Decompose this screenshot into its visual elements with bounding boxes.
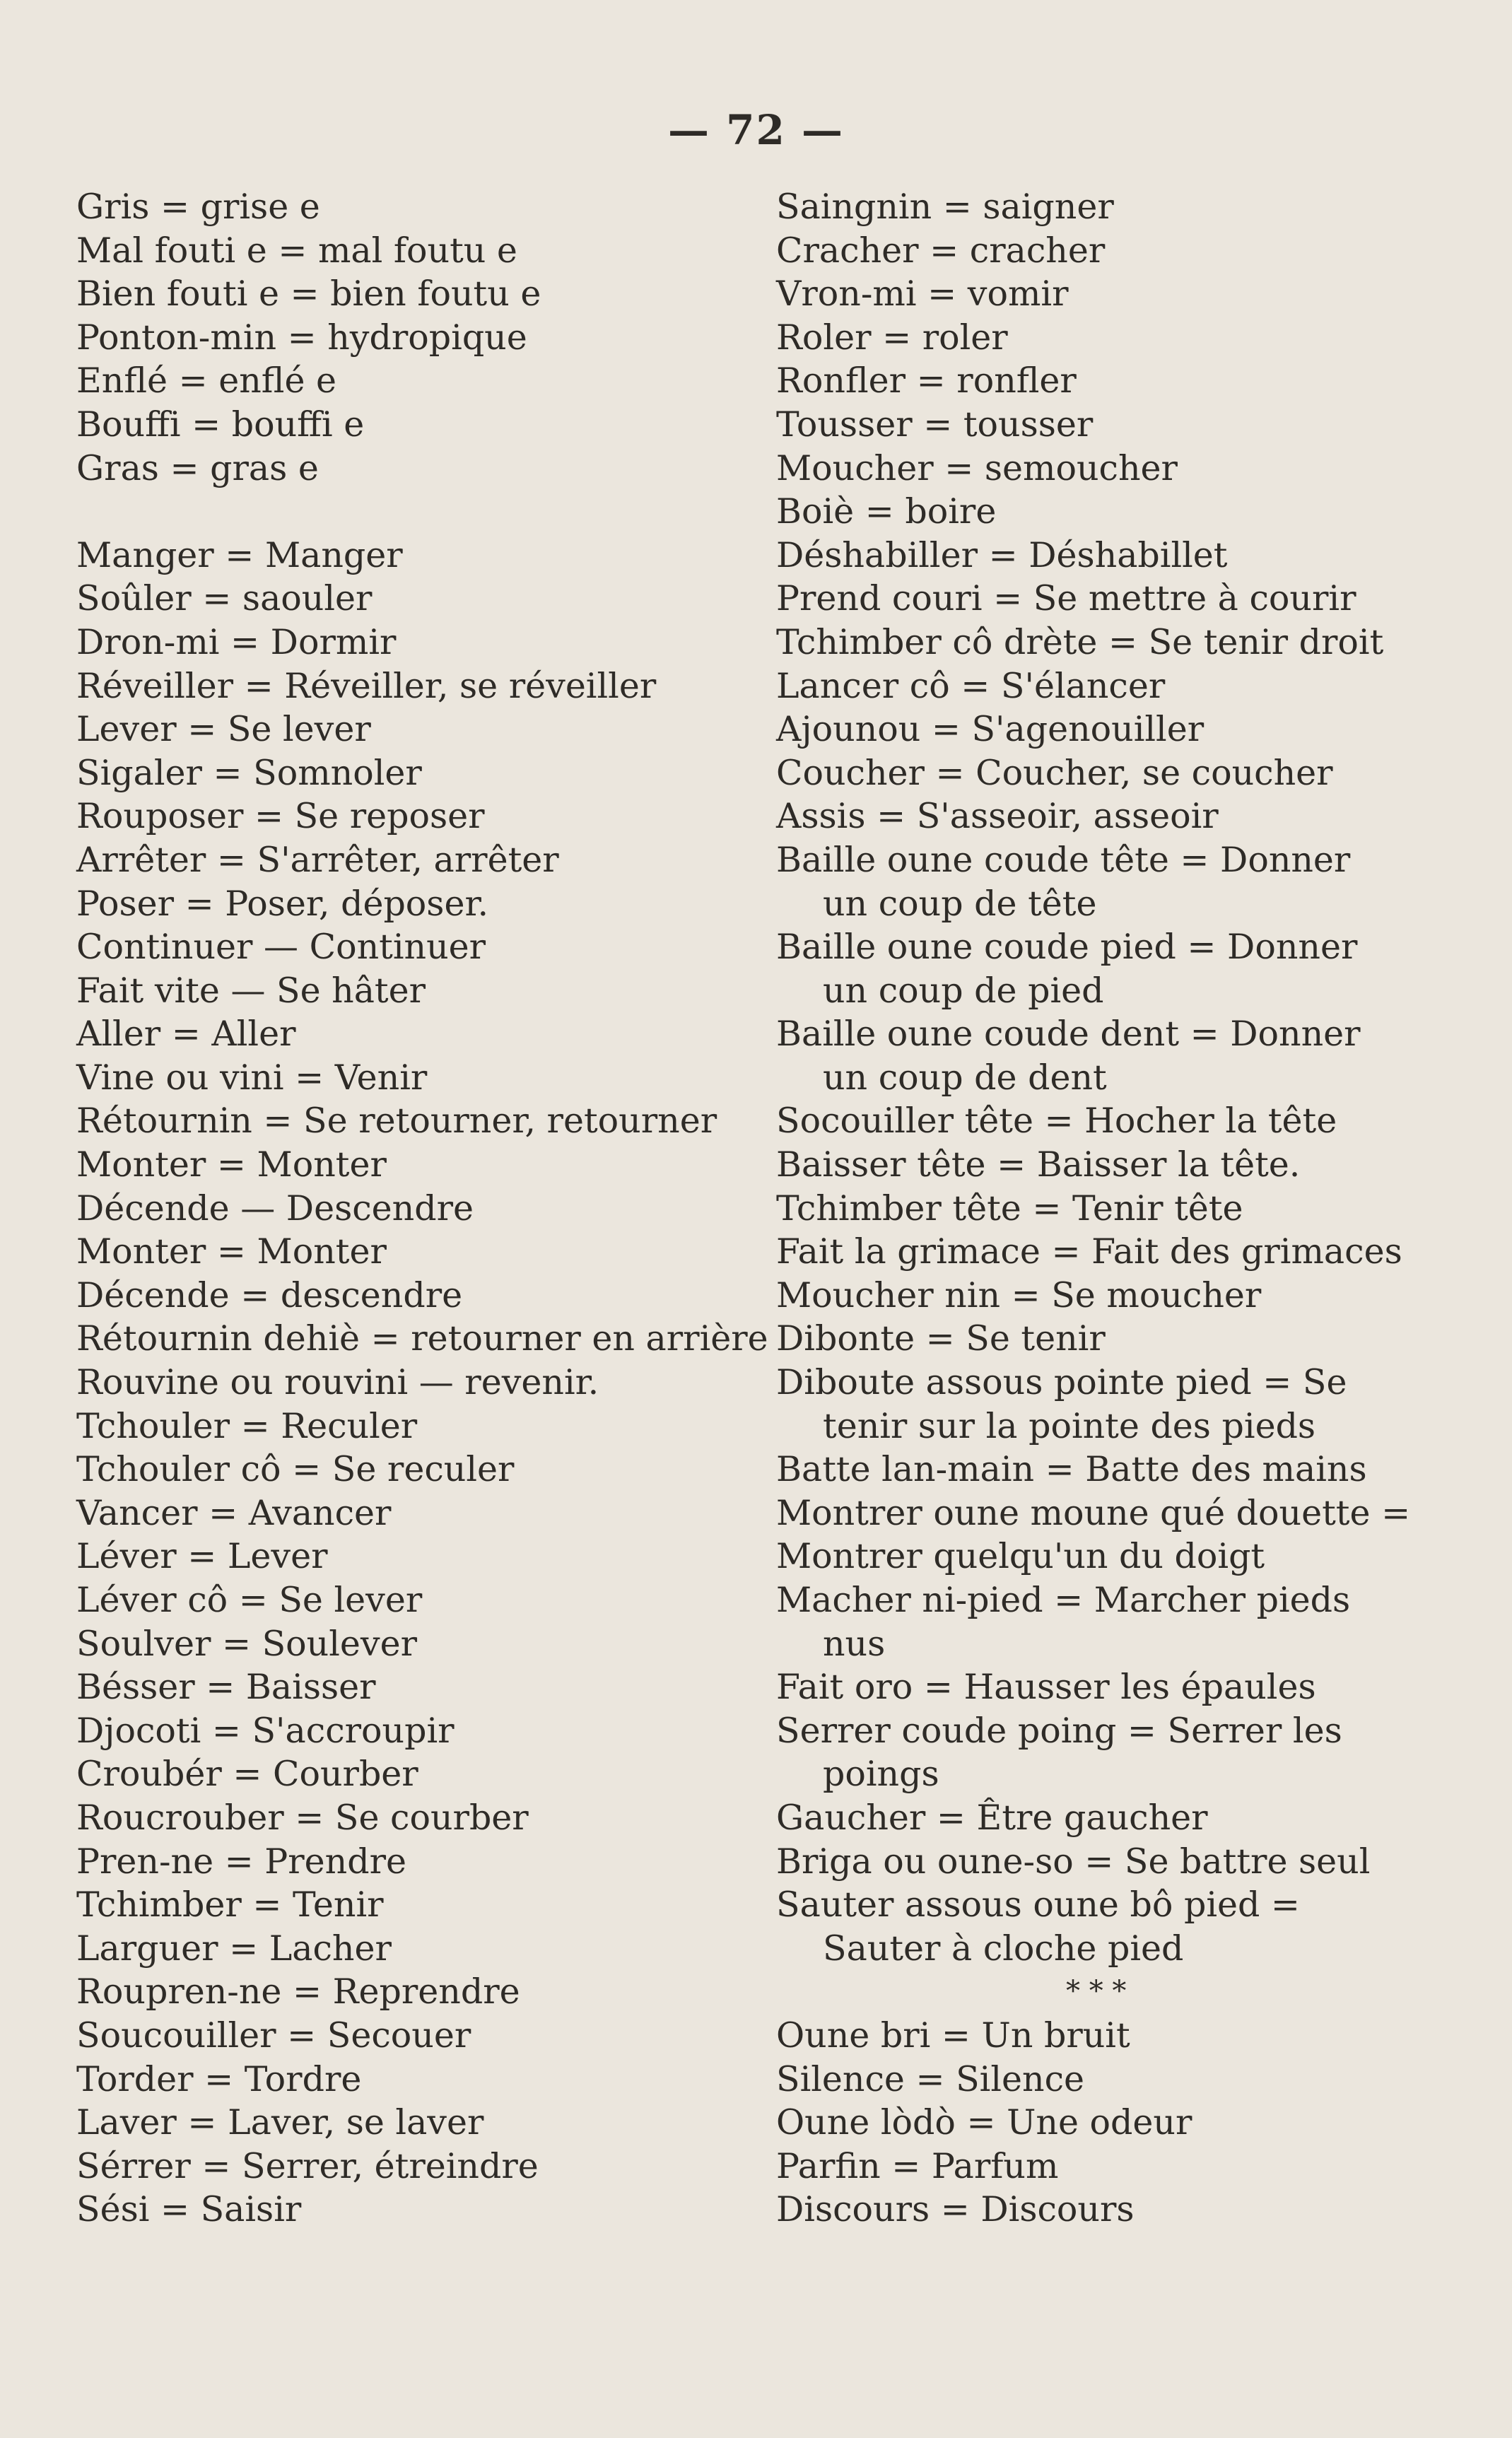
list-item: Macher ni-pied = Marcher pieds bbox=[776, 1580, 1351, 1620]
list-item: Sigaler = Somnoler bbox=[76, 752, 422, 793]
list-item: Torder = Tordre bbox=[76, 2058, 362, 2099]
list-item: Fait la grimace = Fait des grimaces bbox=[776, 1231, 1402, 1272]
list-item: Aller = Aller bbox=[76, 1014, 296, 1055]
list-item: Bouffi = bouffi e bbox=[76, 404, 365, 445]
list-item: Décende = descendre bbox=[76, 1274, 463, 1315]
list-item: Oune lòdò = Une odeur bbox=[776, 2102, 1192, 2143]
list-item: Oune bri = Un bruit bbox=[776, 2015, 1130, 2056]
list-item: Laver = Laver, se laver bbox=[76, 2102, 484, 2143]
list-item: Baille oune coude pied = Donner bbox=[776, 927, 1358, 968]
list-item: Lancer cô = S'élancer bbox=[776, 665, 1166, 706]
list-item: Monter = Monter bbox=[76, 1231, 387, 1272]
list-item: Léver = Lever bbox=[76, 1536, 328, 1577]
list-item: Rétournin dehiè = retourner en arrière bbox=[76, 1318, 768, 1359]
list-item: Socouiller tête = Hocher la tête bbox=[776, 1101, 1337, 1142]
list-item: Tousser = tousser bbox=[776, 404, 1094, 445]
list-item: Tchimber = Tenir bbox=[76, 1885, 384, 1926]
list-item: Lever = Se lever bbox=[76, 709, 371, 750]
list-item: Gris = grise e bbox=[76, 187, 320, 227]
list-item: Rouvine ou rouvini — revenir. bbox=[76, 1362, 599, 1403]
list-item: Gras = gras e bbox=[76, 447, 319, 488]
list-item: Roucrouber = Se courber bbox=[76, 1797, 529, 1838]
section-separator: * * * bbox=[1066, 1975, 1127, 2008]
list-item: Monter = Monter bbox=[76, 1144, 387, 1185]
list-item: Dibonte = Se tenir bbox=[776, 1318, 1106, 1359]
list-item-continuation: un coup de pied bbox=[823, 970, 1104, 1011]
list-item: Briga ou oune-so = Se battre seul bbox=[776, 1841, 1371, 1882]
list-item: Tchouler cô = Se reculer bbox=[76, 1449, 515, 1490]
list-item: Baille oune coude tête = Donner bbox=[776, 839, 1351, 880]
list-item-continuation: un coup de tête bbox=[823, 883, 1097, 924]
list-item: Enflé = enflé e bbox=[76, 361, 337, 402]
list-item: Soulver = Soulever bbox=[76, 1623, 418, 1664]
right-column bbox=[776, 185, 1483, 2232]
list-item: Réveiller = Réveiller, se réveiller bbox=[76, 665, 657, 706]
list-item: Mal fouti e = mal foutu e bbox=[76, 230, 517, 271]
list-item: Prend couri = Se mettre à courir bbox=[776, 578, 1356, 619]
list-item: Larguer = Lacher bbox=[76, 1928, 392, 1969]
list-item: Vancer = Avancer bbox=[76, 1492, 392, 1533]
list-item: Roler = roler bbox=[776, 317, 1008, 358]
list-item: Poser = Poser, déposer. bbox=[76, 883, 489, 924]
list-item: Continuer — Continuer bbox=[76, 927, 486, 968]
list-item: Décende — Descendre bbox=[76, 1188, 474, 1229]
page-number: — 72 — bbox=[667, 106, 845, 154]
list-item: Sauter assous oune bô pied = bbox=[776, 1885, 1300, 1926]
list-item: Tchouler = Reculer bbox=[76, 1405, 418, 1446]
blank-line bbox=[76, 490, 776, 534]
list-item: Sérrer = Serrer, étreindre bbox=[76, 2145, 539, 2186]
list-item: Pren-ne = Prendre bbox=[76, 1841, 407, 1882]
list-item: Fait vite — Se hâter bbox=[76, 970, 426, 1011]
list-item: Manger = Manger bbox=[76, 534, 403, 575]
list-item: Assis = S'asseoir, asseoir bbox=[776, 796, 1219, 837]
list-item: Soûler = saouler bbox=[76, 578, 373, 619]
list-item-continuation: Sauter à cloche pied bbox=[823, 1928, 1184, 1969]
list-item: Bien fouti e = bien foutu e bbox=[76, 274, 541, 315]
list-item: Batte lan-main = Batte des mains bbox=[776, 1449, 1367, 1490]
list-item-continuation: poings bbox=[823, 1754, 939, 1795]
list-item: Dron-mi = Dormir bbox=[76, 621, 397, 662]
list-item: Fait oro = Hausser les épaules bbox=[776, 1667, 1316, 1708]
list-item-continuation: nus bbox=[823, 1623, 886, 1664]
list-item: Rouposer = Se reposer bbox=[76, 796, 485, 837]
left-column bbox=[76, 185, 776, 2232]
list-item: Boiè = boire bbox=[776, 491, 997, 532]
list-item: Moucher nin = Se moucher bbox=[776, 1274, 1262, 1315]
list-item: Silence = Silence bbox=[776, 2058, 1085, 2099]
list-item: Vron-mi = vomir bbox=[776, 274, 1069, 315]
list-item: Sési = Saisir bbox=[76, 2189, 302, 2230]
list-item: Vine ou vini = Venir bbox=[76, 1057, 428, 1098]
list-item: Serrer coude poing = Serrer les bbox=[776, 1710, 1342, 1751]
list-item: Montrer oune moune qué douette = bbox=[776, 1492, 1411, 1533]
list-item: Léver cô = Se lever bbox=[76, 1580, 423, 1620]
list-item: Tchimber tête = Tenir tête bbox=[776, 1188, 1243, 1229]
list-item: Bésser = Baisser bbox=[76, 1667, 376, 1708]
list-item: Montrer quelqu'un du doigt bbox=[776, 1536, 1265, 1577]
list-item: Discours = Discours bbox=[776, 2189, 1135, 2230]
list-item: Baisser tête = Baisser la tête. bbox=[776, 1144, 1301, 1185]
list-item: Saingnin = saigner bbox=[776, 187, 1114, 227]
list-item-continuation: un coup de dent bbox=[823, 1057, 1107, 1098]
list-item: Ajounou = S'agenouiller bbox=[776, 709, 1205, 750]
list-item: Roupren-ne = Reprendre bbox=[76, 1971, 520, 2012]
list-item: Moucher = semoucher bbox=[776, 447, 1178, 488]
list-item: Baille oune coude dent = Donner bbox=[776, 1014, 1361, 1055]
list-item: Tchimber cô drète = Se tenir droit bbox=[776, 621, 1384, 662]
list-item: Gaucher = Être gaucher bbox=[776, 1797, 1208, 1838]
list-item: Arrêter = S'arrêter, arrêter bbox=[76, 839, 559, 880]
list-item: Ponton-min = hydropique bbox=[76, 317, 527, 358]
list-item: Déshabiller = Déshabillet bbox=[776, 534, 1228, 575]
list-item: Diboute assous pointe pied = Se bbox=[776, 1362, 1347, 1403]
list-item: Ronfler = ronfler bbox=[776, 361, 1077, 402]
list-item: Croubér = Courber bbox=[76, 1754, 418, 1795]
list-item: Cracher = cracher bbox=[776, 230, 1106, 271]
list-item: Rétournin = Se retourner, retourner bbox=[76, 1101, 717, 1142]
list-item: Coucher = Coucher, se coucher bbox=[776, 752, 1333, 793]
list-item: Djocoti = S'accroupir bbox=[76, 1710, 455, 1751]
list-item-continuation: tenir sur la pointe des pieds bbox=[823, 1405, 1316, 1446]
list-item: Soucouiller = Secouer bbox=[76, 2015, 471, 2056]
list-item: Parfin = Parfum bbox=[776, 2145, 1059, 2186]
